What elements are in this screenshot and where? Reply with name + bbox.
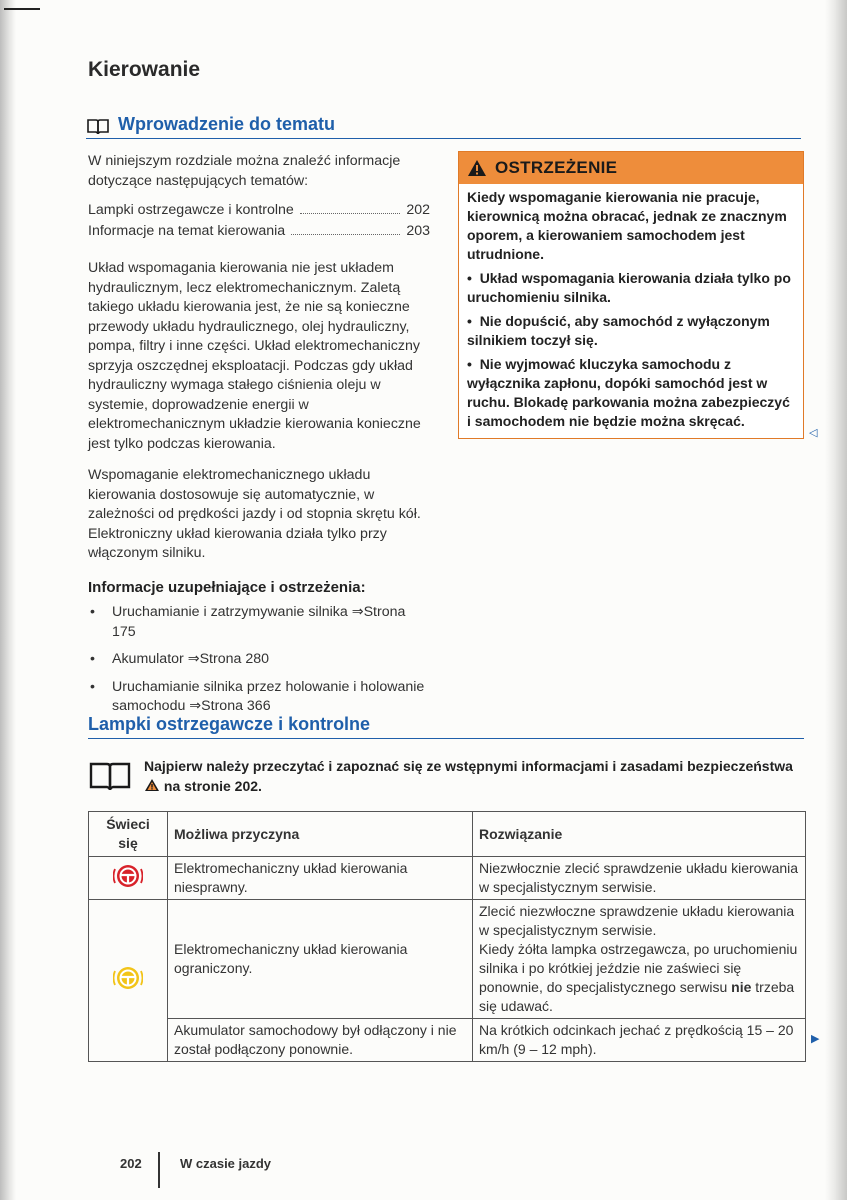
solution-cell: Niezwłocznie zlecić sprawdzenie układu kierowania w specjalistycznym serwisie. [473, 857, 806, 900]
book-icon [86, 117, 110, 135]
book-icon [88, 760, 132, 792]
steering-yellow-icon [113, 965, 143, 991]
bullet-item [88, 603, 430, 642]
footer-divider [158, 1152, 160, 1188]
section-lamps-title: Lampki ostrzegawcze i kontrolne [88, 714, 371, 734]
footer-section: W czasie jazdy [180, 1156, 272, 1171]
warning-title: OSTRZEŻENIE [495, 158, 618, 177]
toc-leader [291, 234, 400, 235]
bullet-item [88, 650, 430, 670]
warning-box [458, 151, 804, 439]
column-header: Możliwa przyczyna [168, 812, 473, 857]
bullet-dot: • [90, 604, 95, 620]
continue-mark: ▶ [811, 1033, 820, 1045]
page-title: Kierowanie [88, 58, 201, 81]
warning-item: • Nie wyjmować kluczyka samochodu z wyłącznika zapłonu, dopóki samochód jest w ruchu. Blokadę parkowania można zabezpieczyć i samochodem nie będzie można skręcać. [467, 356, 790, 429]
lamp-cell [89, 900, 168, 1062]
cross-reference[interactable]: Uruchamianie silnika przez holowanie i holowanie samochodu ⇒Strona 366 [112, 678, 425, 714]
page-reference[interactable]: na stronie 202. [163, 778, 262, 794]
warning-item: • Nie dopuścić, aby samochód z wyłączonym silnikiem toczył się. [467, 313, 770, 348]
cause-cell: Elektromechaniczny układ kierowania ograniczony. [168, 900, 473, 1019]
info-heading: Informacje uzupełniające i ostrzeżenia: [88, 578, 366, 596]
paragraph: Układ wspomagania kierowania nie jest układem hydraulicznym, lecz elektromechanicznym. Zaletą takiego układu kierowania jest, że nie są konieczne przewody układu hydraulicznego, olej hydrauliczny, pompa, filtry i inne części. Układ elektromechaniczny sprzyja oszczędnej eksploatacji. Podczas gdy układ hydrauliczny wymaga stałego ciśnienia oleju w systemie, doprowadzenie energii w elektromechanicznym układzie kierowania konieczne jest tylko podczas kierowania. [88, 260, 421, 452]
toc-entry[interactable] [88, 222, 430, 243]
warning-lamps-table [88, 811, 806, 1062]
page-right-edge [825, 0, 847, 1200]
section-lamps-heading [88, 714, 804, 739]
crop-mark [4, 8, 40, 10]
bullet-item [88, 678, 430, 717]
page-footer [120, 1156, 272, 1171]
cause-cell: Elektromechaniczny układ kierowania niesprawny. [168, 857, 473, 900]
column-header: Rozwiązanie [473, 812, 806, 857]
table-row [89, 900, 806, 1019]
toc-entry[interactable] [88, 201, 430, 222]
intro-column [88, 152, 430, 725]
table-row [89, 1019, 806, 1062]
section-end-mark: ◁ [809, 427, 818, 439]
section-intro-heading [86, 114, 801, 139]
intro-text: W niniejszym rozdziale można znaleźć informacje dotyczące następujących tematów: [88, 153, 401, 189]
page-number: 202 [120, 1156, 142, 1171]
warning-triangle-icon [144, 778, 160, 792]
toc-page: 202 [406, 202, 430, 218]
bullet-dot: • [90, 651, 95, 667]
toc-label: Informacje na temat kierowania [88, 223, 286, 239]
toc-leader [300, 213, 401, 214]
safety-note-text: Najpierw należy przeczytać i zapoznać się ze wstępnymi informacjami i zasadami bezpieczeństwa na stronie 202. [144, 758, 793, 794]
cross-reference[interactable]: Akumulator ⇒Strona 280 [112, 651, 269, 667]
section-intro-title: Wprowadzenie do tematu [118, 114, 336, 134]
warning-header [459, 152, 803, 184]
cross-reference[interactable]: Uruchamianie i zatrzymywanie silnika ⇒Strona 175 [112, 604, 406, 640]
steering-red-icon [113, 863, 143, 889]
lamp-cell [89, 857, 168, 900]
warning-lead: Kiedy wspomaganie kierowania nie pracuje, kierownicą można obracać, jednak ze znacznym oporem, a kierowaniem samochodem jest utrudnione. [467, 189, 787, 262]
warning-body [459, 184, 803, 431]
warning-item: • Układ wspomagania kierowania działa tylko po uruchomieniu silnika. [467, 270, 791, 305]
table-header-row [89, 812, 806, 857]
column-header: Świeci się [89, 812, 168, 857]
cause-cell: Akumulator samochodowy był odłączony i nie został podłączony ponownie. [168, 1019, 473, 1062]
svg-text:!: ! [127, 874, 129, 881]
topic-list [88, 201, 430, 243]
solution-cell: Na krótkich odcinkach jechać z prędkością 15 – 20 km/h (9 – 12 mph). [473, 1019, 806, 1062]
warning-triangle-icon [467, 159, 487, 177]
toc-page: 203 [406, 223, 430, 239]
toc-label: Lampki ostrzegawcze i kontrolne [88, 202, 294, 218]
bullet-dot: • [90, 678, 95, 695]
paragraph: Wspomaganie elektromechanicznego układu kierowania dostosowuje się automatycznie, w zależności od prędkości jazdy i od stopnia skrętu kół. Elektroniczny układ kierowania działa tylko przy włączonym silniku. [88, 467, 421, 561]
solution-cell: Zlecić niezwłoczne sprawdzenie układu kierowania w specjalistycznym serwisie. Kiedy żółta lampka ostrzegawcza, po uruchomieniu silnika i po krótkiej jeździe nie zaświeci się ponownie, do specjalistycznego serwisu nie trzeba się udawać. [473, 900, 806, 1019]
page-left-edge [0, 0, 16, 1200]
table-row [89, 857, 806, 900]
